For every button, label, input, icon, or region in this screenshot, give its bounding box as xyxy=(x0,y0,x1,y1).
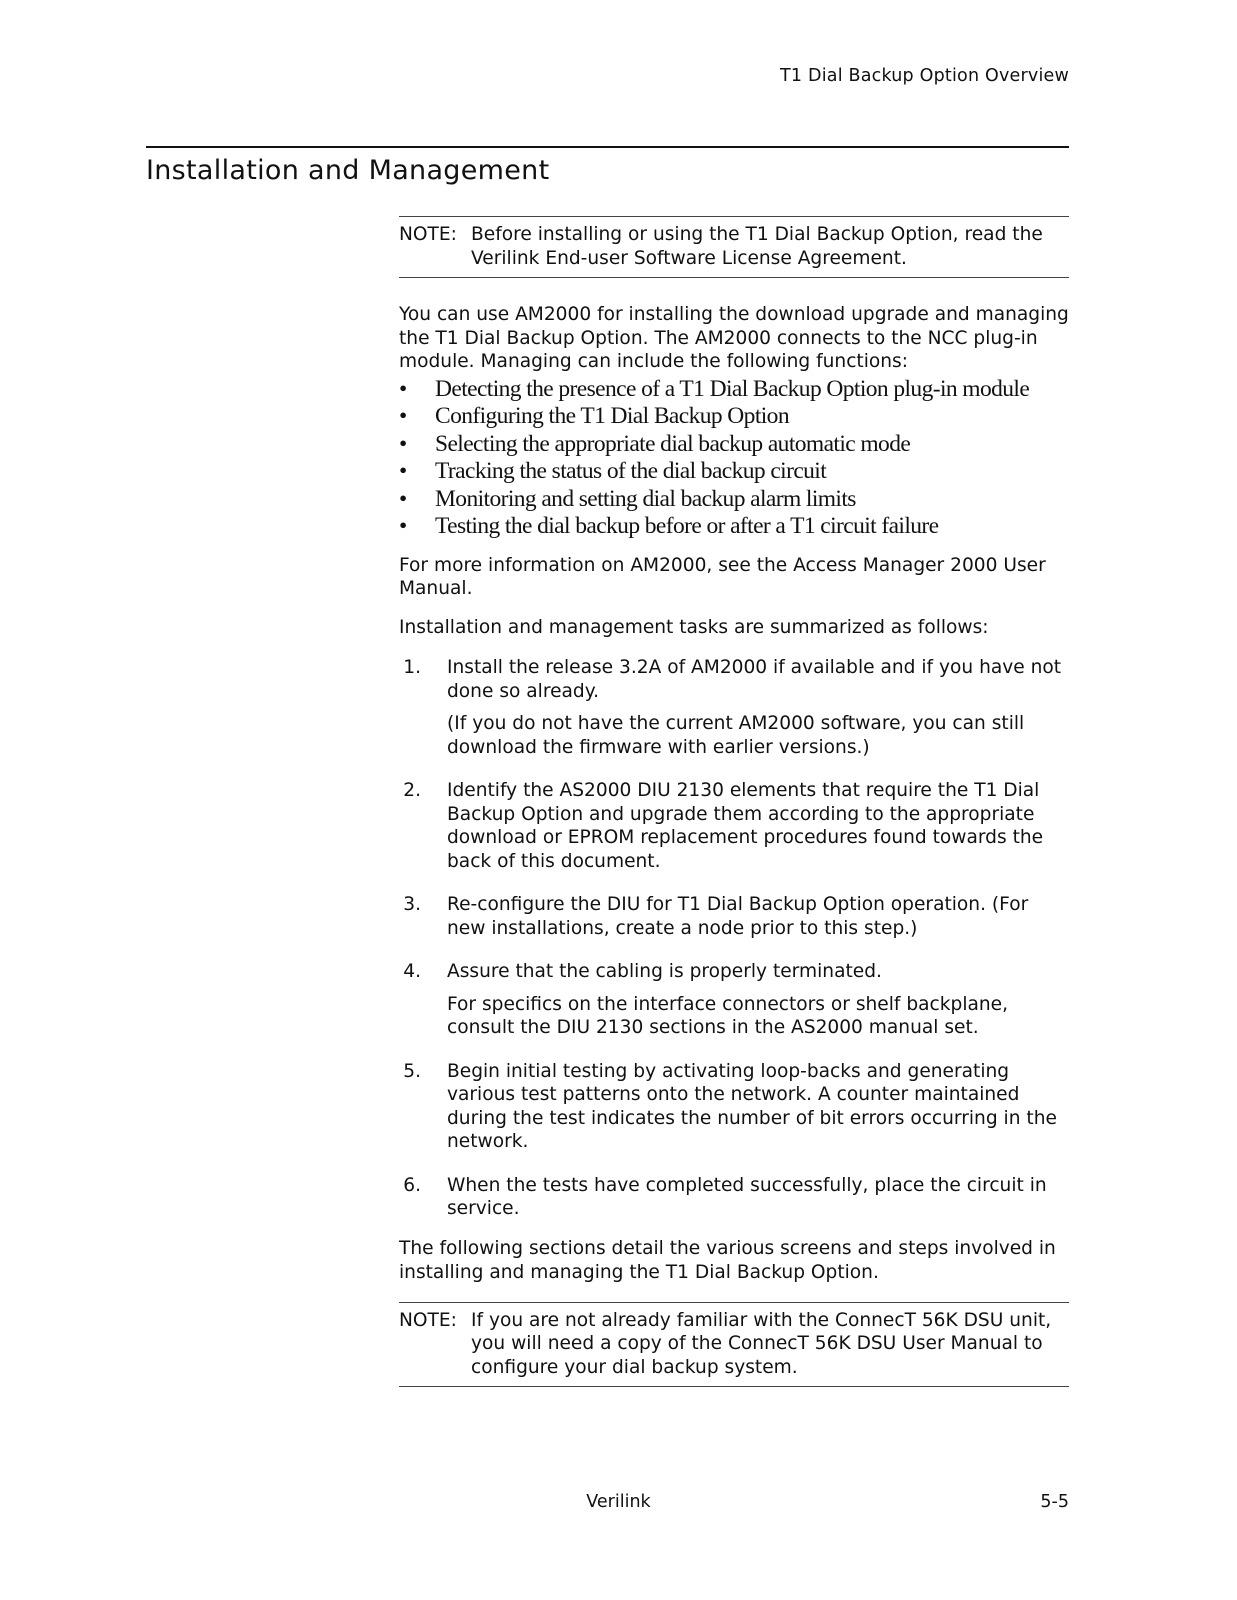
list-item: • Testing the dial backup before or after a T1 circuit failure xyxy=(399,513,939,539)
list-item: • Detecting the presence of a T1 Dial Backup Option plug-in module xyxy=(399,375,1030,402)
functions-list xyxy=(399,376,1069,541)
step-number: 4. xyxy=(403,961,421,982)
step-item xyxy=(399,779,1069,873)
step-text: When the tests have completed successfully, place the circuit in service. xyxy=(447,1174,1047,1219)
step-number: 3. xyxy=(403,894,421,915)
header-rule xyxy=(146,146,1069,148)
note-label: NOTE: xyxy=(399,224,457,245)
tasks-intro-paragraph: Installation and management tasks are summarized as follows: xyxy=(399,616,989,638)
page-number: 5-5 xyxy=(1040,1492,1069,1512)
step-text: Install the release 3.2A of AM2000 if available and if you have not done so already. xyxy=(447,657,1062,702)
step-subtext: (If you do not have the current AM2000 software, you can still download the firmware with earlier versions.) xyxy=(447,713,1025,758)
list-item: • Configuring the T1 Dial Backup Option xyxy=(399,403,789,429)
step-number: 5. xyxy=(403,1060,421,1082)
list-item: • Tracking the status of the dial backup circuit xyxy=(399,458,827,484)
task-steps xyxy=(399,656,1069,1221)
step-number: 1. xyxy=(403,657,421,678)
step-number: 6. xyxy=(403,1174,421,1196)
bullet-icon: • xyxy=(399,403,407,429)
main-column xyxy=(399,216,1069,1387)
note-license xyxy=(399,216,1069,278)
note-text: Before installing or using the T1 Dial Backup Option, read the Verilink End-user Software License Agreement. xyxy=(471,224,1043,269)
intro-paragraph: You can use AM2000 for installing the download upgrade and managing the T1 Dial Backup Option. The AM2000 connects to the NCC plug-in module. Managing can include the following functions: xyxy=(399,304,1069,372)
step-item xyxy=(399,893,1069,940)
list-item: • Selecting the appropriate dial backup automatic mode xyxy=(399,430,911,457)
step-subtext: For specifics on the interface connectors or shelf backplane, consult the DIU 2130 sections in the AS2000 manual set. xyxy=(447,993,1009,1038)
step-item xyxy=(399,1060,1069,1154)
bullet-icon: • xyxy=(399,458,407,484)
more-info-paragraph: For more information on AM2000, see the Access Manager 2000 User Manual. xyxy=(399,554,1046,599)
step-item xyxy=(399,1174,1069,1221)
step-text: Identify the AS2000 DIU 2130 elements that require the T1 Dial Backup Option and upgrade them according to the appropriate download or EPROM replacement procedures found towards the back of this document. xyxy=(447,780,1044,872)
bullet-icon: • xyxy=(399,375,407,402)
step-number: 2. xyxy=(403,780,421,801)
note-connect-dsu xyxy=(399,1302,1069,1388)
list-item: • Monitoring and setting dial backup alarm limits xyxy=(399,485,856,512)
step-item xyxy=(399,960,1069,1040)
step-text: Begin initial testing by activating loop-backs and generating various test patterns onto the network. A counter maintained during the test indicates the number of bit errors occurring in the network. xyxy=(447,1060,1057,1152)
step-item xyxy=(399,656,1069,759)
section-title: Installation and Management xyxy=(146,155,550,186)
step-text: Re-configure the DIU for T1 Dial Backup Option operation. (For new installations, create a node prior to this step.) xyxy=(447,894,1029,939)
running-header: T1 Dial Backup Option Overview xyxy=(780,66,1069,86)
following-paragraph: The following sections detail the various screens and steps involved in installing and managing the T1 Dial Backup Option. xyxy=(399,1237,1056,1283)
bullet-icon: • xyxy=(399,485,407,512)
step-text: Assure that the cabling is properly terminated. xyxy=(447,961,882,982)
note-label: NOTE: xyxy=(399,1309,457,1331)
bullet-icon: • xyxy=(399,430,407,457)
note-text: If you are not already familiar with the ConnecT 56K DSU unit, you will need a copy of the ConnecT 56K DSU User Manual to configure your dial backup system. xyxy=(471,1309,1052,1378)
footer-company: Verilink xyxy=(586,1492,651,1512)
bullet-icon: • xyxy=(399,513,407,539)
